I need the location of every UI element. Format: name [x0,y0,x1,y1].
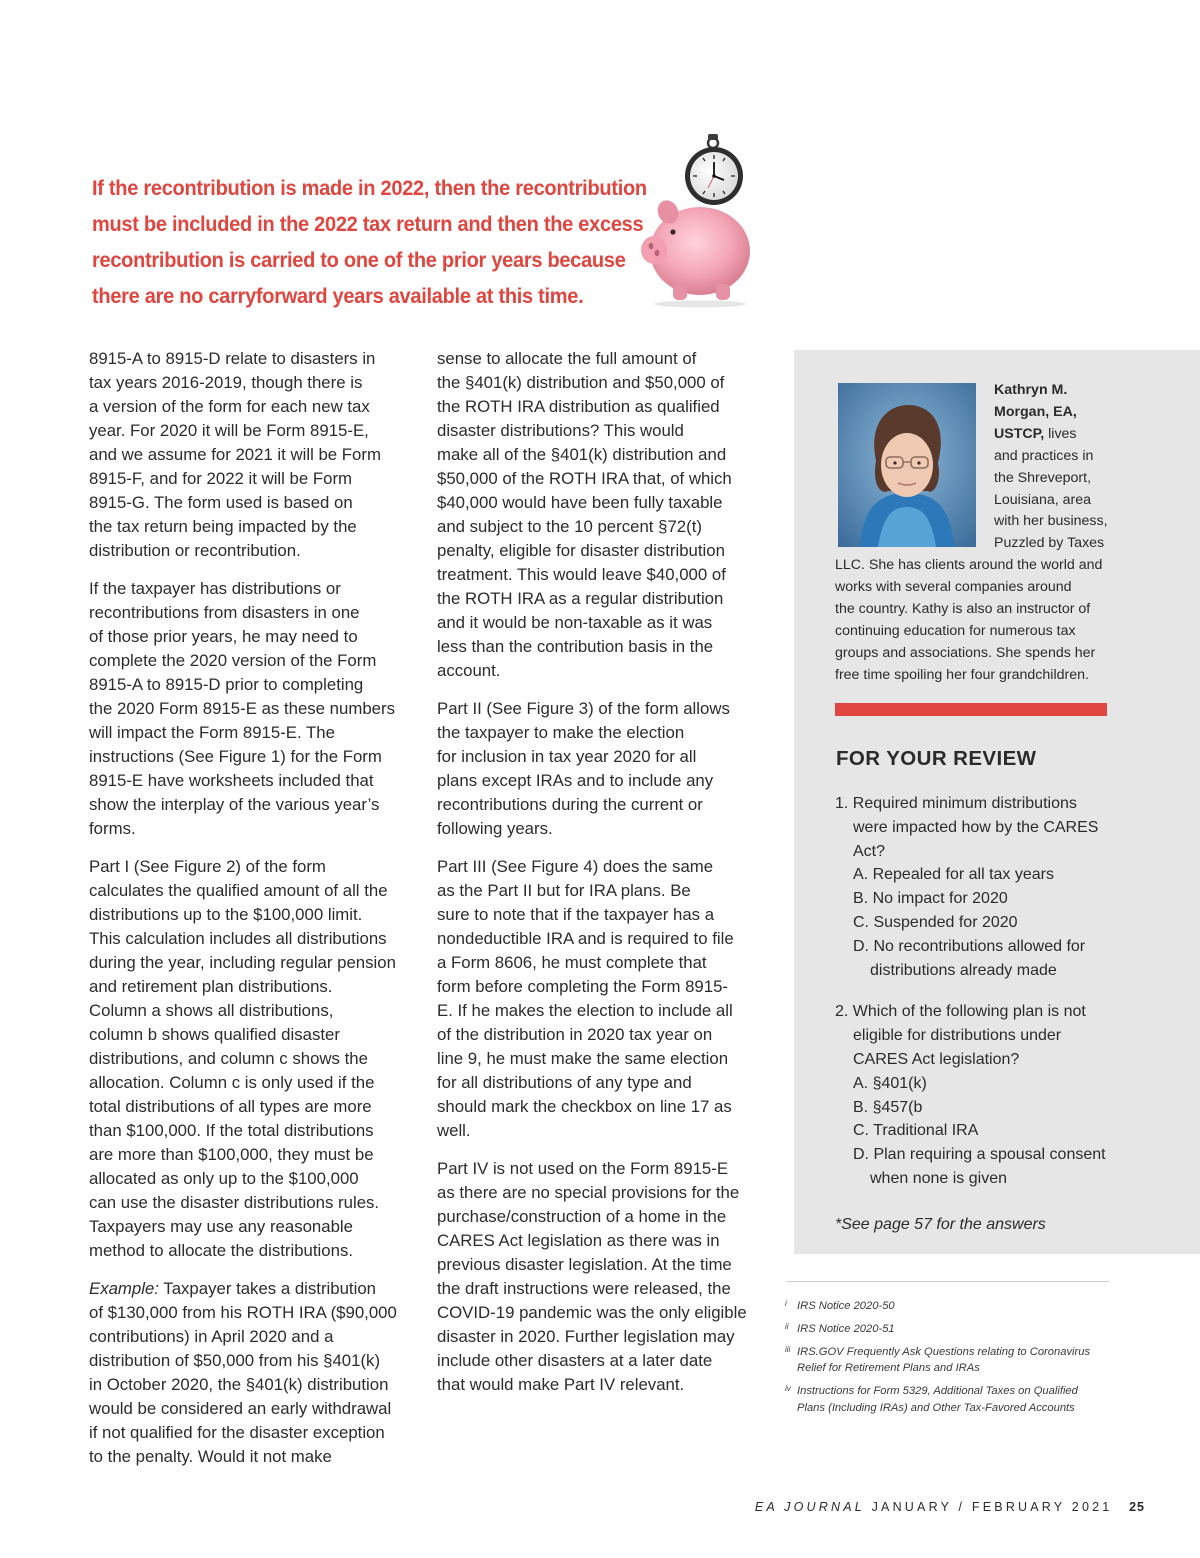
text-line: penalty, eligible for disaster distribution [437,541,725,560]
text-line: and retirement plan distributions. [89,977,333,996]
bio-line: Louisiana, area [994,491,1092,508]
answers-note: *See page 57 for the answers [835,1216,1046,1233]
quiz-line: CARES Act legislation? [853,1050,1020,1068]
piggy-bank-stopwatch-illustration [628,128,758,308]
text-line: 8915-E have worksheets included that [89,771,374,790]
text-line: 8915-F, and for 2022 it will be Form [89,469,353,488]
accent-divider [835,703,1107,716]
text-line: a Form 8606, he must complete that [437,953,707,972]
text-line: 8915-A to 8915-D prior to completing [89,675,364,694]
text-line: contributions) in April 2020 and a [89,1327,334,1346]
text-line [89,1277,419,1301]
question-1 [835,792,1106,982]
text-line: distributions up to the $100,000 limit. [89,905,363,924]
text-line: of those prior years, he may need to [89,627,358,646]
text-line: complete the 2020 version of the Form [89,651,377,670]
text-line: include other disasters at a later date [437,1351,713,1370]
paragraph [89,347,419,563]
text-line: 8915-A to 8915-D relate to disasters in [89,349,376,368]
quiz-option: B. §457(b [853,1098,923,1116]
quiz-line: eligible for distributions under [853,1027,1062,1045]
footnote-marker: i [785,1299,787,1308]
footnote [785,1298,1090,1314]
footnote-line: IRS Notice 2020-50 [797,1300,895,1312]
author-name-line [994,380,1108,402]
bio-line: continuing education for numerous tax [835,622,1076,639]
text-line: Part IV is not used on the Form 8915-E [437,1159,729,1178]
text-line: would be considered an early withdrawal [89,1399,392,1418]
text-line: as there are no special provisions for the [437,1183,740,1202]
bio-line: groups and associations. She spends her [835,644,1096,661]
text-line: the ROTH IRA distribution as qualified [437,397,720,416]
text-line: nondeductible IRA and is required to file [437,929,734,948]
quiz-line: 1. Required minimum distributions [835,795,1077,812]
footnote [785,1383,1090,1416]
text-line: the ROTH IRA as a regular distribution [437,589,724,608]
text-line: as the Part II but for IRA plans. Be [437,881,691,900]
text-line: and subject to the 10 percent §72(t) [437,517,702,536]
text-line: Part II (See Figure 3) of the form allows [437,699,730,718]
text-line: are more than $100,000, they must be [89,1145,374,1164]
footnote-text [797,1298,895,1314]
journal-name: EA JOURNAL [754,1500,865,1514]
footnote-line: IRS.GOV Frequently Ask Questions relating to Coronavirus [797,1345,1091,1358]
author-name-line [994,402,1108,424]
text-line: if not qualified for the disaster exception [89,1423,385,1442]
footnote-text [797,1321,895,1337]
text-line: recontributions during the current or [437,795,703,814]
text-line: that would make Part IV relevant. [437,1375,685,1394]
bio-line: with her business, [994,513,1108,530]
text-line: distributions, and column c shows the [89,1049,368,1068]
text-line: of the distribution in 2020 tax year on [437,1025,713,1044]
text-line: the draft instructions were released, the [437,1279,731,1298]
text-line: the taxpayer to make the election [437,723,685,742]
text-line: for all distributions of any type and [437,1073,692,1092]
text-line: $40,000 would have been fully taxable [437,493,723,512]
text-line: sense to allocate the full amount of [437,349,697,368]
text-line: should mark the checkbox on line 17 as [437,1097,732,1116]
text-line: of $130,000 from his ROTH IRA ($90,000 [89,1303,397,1322]
pull-quote-line: there are no carryforward years available at this time. [92,284,584,308]
text-line: account. [437,661,501,680]
text-line: CARES Act legislation as there was in [437,1231,720,1250]
text-line: following years. [437,819,553,838]
text-line: recontributions from disasters in one [89,603,360,622]
page-number: 25 [1129,1500,1145,1514]
text-line: disaster distributions? This would [437,421,684,440]
article-column-2 [437,347,767,1411]
text-line: will impact the Form 8915-E. The [89,723,335,742]
text-line: show the interplay of the various year’s [89,795,380,814]
text-line: method to allocate the distributions. [89,1241,353,1260]
pull-quote-line: recontribution is carried to one of the prior years because [92,248,626,272]
footnotes [785,1298,1090,1422]
footnote-marker: ii [785,1321,789,1331]
footnote [785,1344,1090,1377]
footnote-marker: iii [785,1344,791,1354]
quiz-option: when none is given [870,1169,1007,1187]
text-line: and we assume for 2021 it will be Form [89,445,381,464]
text-line: $50,000 of the ROTH IRA that, of which [437,469,732,488]
text-line: disaster in 2020. Further legislation may [437,1327,735,1346]
paragraph [437,347,767,683]
text-line: previous disaster legislation. At the time [437,1255,732,1274]
quiz-line: Act? [853,842,886,860]
text-line: 8915-G. The form used is based on [89,493,353,512]
pull-quote-line: must be included in the 2022 tax return and then the excess [92,212,644,236]
text-line: forms. [89,819,136,838]
text-line: purchase/construction of a home in the [437,1207,727,1226]
author-bio-bottom [835,555,1102,686]
author-name-line [994,424,1108,446]
text-line: plans except IRAs and to include any [437,771,714,790]
author-bio-top [994,380,1108,555]
text-line: a version of the form for each new tax [89,397,370,416]
text-line: line 9, he must make the same election [437,1049,729,1068]
paragraph-example [89,1277,419,1469]
text-line: If the taxpayer has distributions or [89,579,341,598]
quiz-line: 2. Which of the following plan is not [835,1003,1086,1021]
text-line: instructions (See Figure 1) for the Form [89,747,382,766]
text-line: Taxpayers may use any reasonable [89,1217,353,1236]
pull-quote [92,170,647,314]
quiz-option: B. No impact for 2020 [853,890,1008,908]
quiz-option: C. Suspended for 2020 [853,913,1018,931]
review-heading: FOR YOUR REVIEW [836,747,1037,770]
quiz-option: C. Traditional IRA [853,1122,979,1140]
footnote-line: Instructions for Form 5329, Additional Taxes on Qualified [797,1385,1078,1398]
footnote [785,1321,1090,1337]
text-line: in October 2020, the §401(k) distribution [89,1375,389,1394]
footnote-line: Relief for Retirement Plans and IRAs [797,1362,980,1375]
author-name: Kathryn M. [994,382,1068,398]
issue-date: JANUARY / FEBRUARY 2021 [871,1500,1113,1514]
footnote-text [797,1344,1090,1377]
text-line: for inclusion in tax year 2020 for all [437,747,697,766]
bio-line: and practices in [994,447,1094,464]
text-segment: Taxpayer takes a distribution [158,1279,376,1298]
text-line: less than the contribution basis in the [437,637,714,656]
paragraph [89,855,419,1263]
text-line: the 2020 Form 8915-E as these numbers [89,699,395,718]
page-footer [755,1500,1145,1514]
text-line: sure to note that if the taxpayer has a [437,905,715,924]
review-questions [835,792,1106,1191]
text-line: allocated as only up to the $100,000 [89,1169,359,1188]
bio-line: the country. Kathy is also an instructor of [835,600,1091,617]
bio-line: works with several companies around [835,578,1072,595]
footnote-line: Plans (Including IRAs) and Other Tax-Favored Accounts [797,1401,1075,1414]
author-name: Morgan, EA, [994,403,1077,420]
quiz-option: D. No recontributions allowed for [853,937,1086,955]
paragraph [437,697,767,841]
text-line: calculates the qualified amount of all the [89,881,388,900]
bio-line: the Shreveport, [994,469,1092,486]
text-line: Column a shows all distributions, [89,1001,334,1020]
pull-quote-line: If the recontribution is made in 2022, then the recontribution [92,176,647,200]
text-line: E. If he makes the election to include all [437,1001,733,1020]
bio-line: free time spoiling her four grandchildren. [835,666,1089,683]
text-line: during the year, including regular pension [89,953,396,972]
text-line: tax years 2016-2019, though there is [89,373,363,392]
text-line: to the penalty. Would it not make [89,1447,332,1466]
paragraph [89,577,419,841]
example-label: Example: [89,1279,159,1298]
footnote-marker: iv [785,1384,791,1394]
text-line: Part III (See Figure 4) does the same [437,857,714,876]
text-line: total distributions of all types are more [89,1097,372,1116]
text-line: the §401(k) distribution and $50,000 of [437,373,725,392]
paragraph [437,855,767,1143]
text-line: can use the disaster distributions rules. [89,1193,380,1212]
author-photo [838,383,976,547]
text-line: allocation. Column c is only used if the [89,1073,375,1092]
text-line: distribution or recontribution. [89,541,301,560]
footnote-line: IRS Notice 2020-51 [797,1322,895,1335]
text-line: distribution of $50,000 from his §401(k) [89,1351,381,1370]
text-line: than $100,000. If the total distributions [89,1121,374,1140]
quiz-option: D. Plan requiring a spousal consent [853,1146,1106,1164]
text-line: form before completing the Form 8915- [437,977,729,996]
footnote-divider [786,1281,1109,1282]
text-line: make all of the §401(k) distribution and [437,445,727,464]
quiz-line: were impacted how by the CARES [853,818,1099,836]
question-2 [835,1000,1106,1190]
text-line: treatment. This would leave $40,000 of [437,565,726,584]
text-line: and it would be non-taxable as it was [437,613,713,632]
quiz-option: distributions already made [870,961,1057,979]
text-line: the tax return being impacted by the [89,517,357,536]
bio-line: Puzzled by Taxes [994,535,1105,552]
text-line: well. [437,1121,471,1140]
text-line: Part I (See Figure 2) of the form [89,857,326,876]
text-line: column b shows qualified disaster [89,1025,340,1044]
bio-text: lives [1044,425,1077,442]
bio-line: LLC. She has clients around the world and [835,557,1103,573]
quiz-option: A. Repealed for all tax years [853,866,1054,884]
quiz-option: A. §401(k) [853,1074,927,1092]
author-name: USTCP, [994,425,1045,442]
text-line: year. For 2020 it will be Form 8915-E, [89,421,369,440]
paragraph [437,1157,767,1397]
footnote-text [797,1383,1078,1416]
text-line: COVID-19 pandemic was the only eligible [437,1303,747,1322]
article-column-1 [89,347,419,1483]
text-line: This calculation includes all distributions [89,929,387,948]
